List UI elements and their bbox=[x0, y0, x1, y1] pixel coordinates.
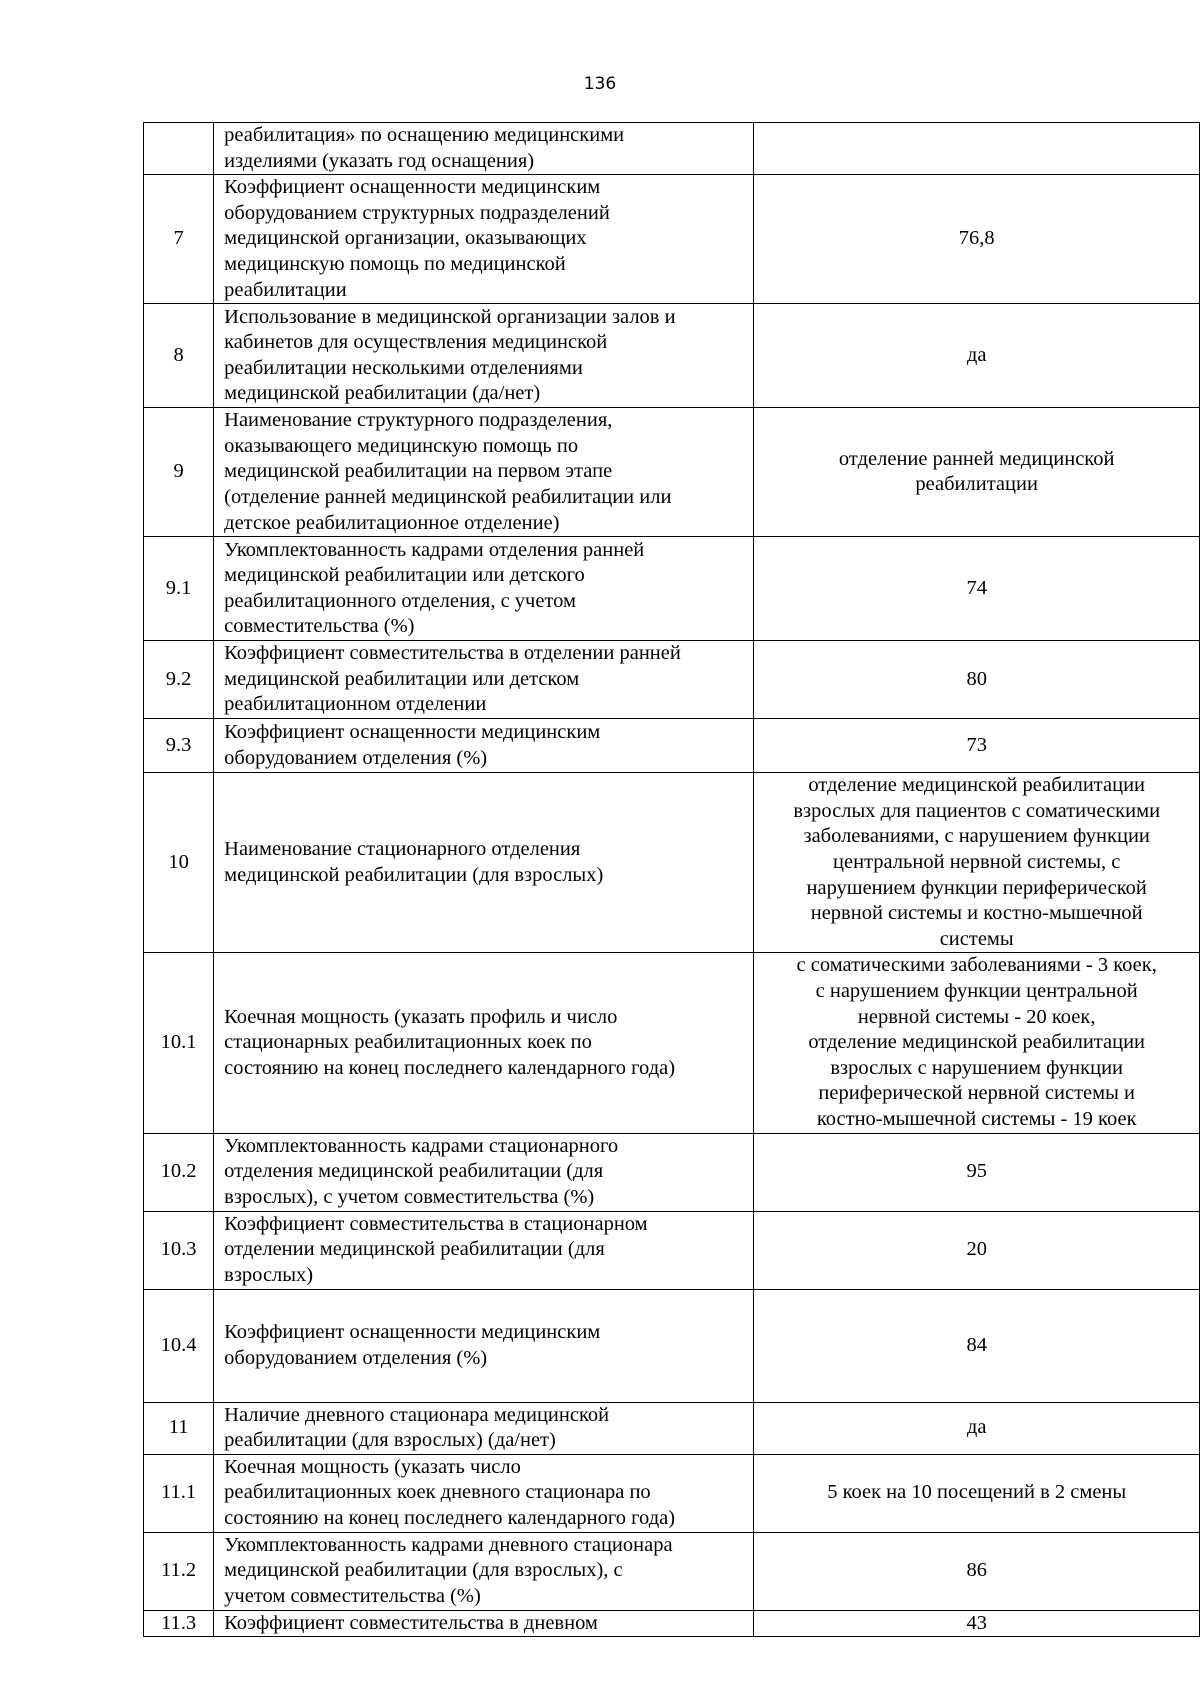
indicator-value bbox=[754, 123, 1200, 175]
value-line: отделение медицинской реабилитации bbox=[808, 774, 1146, 797]
indicator-description bbox=[214, 123, 754, 175]
indicator-value bbox=[754, 304, 1200, 408]
description-line: стационарных реабилитационных коек по bbox=[224, 1031, 592, 1054]
indicator-description bbox=[214, 1289, 754, 1402]
value-line: 80 bbox=[966, 667, 987, 690]
description-line: Коечная мощность (указать профиль и число bbox=[224, 1005, 618, 1028]
indicator-description bbox=[214, 953, 754, 1133]
indicator-value bbox=[754, 1211, 1200, 1289]
value-line: 20 bbox=[966, 1238, 987, 1261]
description-line: реабилитация» по оснащению медицинскими bbox=[224, 124, 625, 146]
description-line: Коэффициент оснащенности медицинским bbox=[224, 721, 601, 744]
indicator-description bbox=[214, 773, 754, 953]
table-row bbox=[144, 719, 1200, 773]
value-line: периферической нервной системы и bbox=[818, 1082, 1135, 1105]
description-line: медицинской реабилитации (для взрослых) bbox=[224, 863, 604, 886]
description-line: реабилитации (для взрослых) (да/нет) bbox=[224, 1429, 556, 1452]
indicator-value bbox=[754, 1289, 1200, 1402]
indicator-value bbox=[754, 719, 1200, 773]
value-line: взрослых для пациентов с соматическими bbox=[793, 799, 1161, 822]
table-row bbox=[144, 773, 1200, 953]
row-number: 8 bbox=[144, 304, 214, 408]
indicator-value bbox=[754, 1532, 1200, 1610]
value-line: с соматическими заболеваниями - 3 коек, bbox=[796, 954, 1157, 977]
value-line: отделение медицинской реабилитации bbox=[808, 1031, 1146, 1054]
description-line: состоянию на конец последнего календарного года) bbox=[224, 1506, 676, 1529]
indicator-description bbox=[214, 1610, 754, 1637]
indicator-value bbox=[754, 641, 1200, 719]
value-line: нарушением функции периферической bbox=[806, 876, 1147, 899]
description-line: реабилитационных коек дневного стационара по bbox=[224, 1481, 651, 1504]
indicator-description bbox=[214, 1211, 754, 1289]
value-line: заболеваниями, с нарушением функции bbox=[803, 825, 1150, 848]
row-number: 11.3 bbox=[144, 1610, 214, 1637]
description-line: Коэффициент совместительства в стационарном bbox=[224, 1212, 648, 1235]
value-line: да bbox=[966, 1416, 987, 1439]
table-row bbox=[144, 1454, 1200, 1532]
table-row bbox=[144, 408, 1200, 537]
indicator-description bbox=[214, 408, 754, 537]
description-line: взрослых) bbox=[224, 1263, 314, 1286]
description-line: Коэффициент оснащенности медицинским bbox=[224, 176, 601, 199]
value-line: нервной системы - 20 коек, bbox=[857, 1005, 1096, 1028]
indicator-description bbox=[214, 304, 754, 408]
value-line: отделение ранней медицинской bbox=[838, 447, 1115, 470]
indicator-description bbox=[214, 175, 754, 304]
table-row bbox=[144, 1532, 1200, 1610]
row-number: 11 bbox=[144, 1402, 214, 1454]
description-line: Использование в медицинской организации залов и bbox=[224, 305, 676, 328]
value-line: 86 bbox=[966, 1559, 987, 1582]
table-row bbox=[144, 1610, 1200, 1637]
value-line: да bbox=[966, 343, 987, 366]
page-number: 136 bbox=[583, 74, 617, 94]
description-line: медицинской реабилитации или детском bbox=[224, 667, 580, 690]
row-number: 9.1 bbox=[144, 537, 214, 641]
description-line: оборудованием отделения (%) bbox=[224, 1346, 488, 1369]
row-number bbox=[144, 123, 214, 175]
indicators-table bbox=[143, 122, 1200, 1637]
table-row bbox=[144, 175, 1200, 304]
value-line: с нарушением функции центральной bbox=[815, 979, 1138, 1002]
value-line: нервной системы и костно-мышечной bbox=[810, 902, 1143, 925]
table-row bbox=[144, 1133, 1200, 1211]
indicator-description bbox=[214, 1532, 754, 1610]
value-line: 95 bbox=[966, 1160, 987, 1183]
description-line: медицинской организации, оказывающих bbox=[224, 227, 587, 250]
description-line: медицинской реабилитации (да/нет) bbox=[224, 382, 541, 405]
description-line: Наименование структурного подразделения, bbox=[224, 409, 613, 432]
value-line: системы bbox=[939, 927, 1014, 950]
table-row bbox=[144, 123, 1200, 175]
table-row bbox=[144, 1211, 1200, 1289]
description-line: Коэффициент оснащенности медицинским bbox=[224, 1320, 601, 1343]
indicator-description bbox=[214, 537, 754, 641]
indicator-value bbox=[754, 1133, 1200, 1211]
indicator-value bbox=[754, 1454, 1200, 1532]
description-line: учетом совместительства (%) bbox=[224, 1584, 481, 1607]
indicator-description bbox=[214, 1402, 754, 1454]
description-line: (отделение ранней медицинской реабилитации или bbox=[224, 485, 672, 508]
table-row bbox=[144, 953, 1200, 1133]
indicator-value bbox=[754, 773, 1200, 953]
value-line: 43 bbox=[966, 1611, 987, 1634]
description-line: Наличие дневного стационара медицинской bbox=[224, 1403, 610, 1426]
indicator-value bbox=[754, 1402, 1200, 1454]
description-line: Укомплектованность кадрами стационарного bbox=[224, 1134, 619, 1157]
row-number: 9.3 bbox=[144, 719, 214, 773]
row-number: 9.2 bbox=[144, 641, 214, 719]
description-line: реабилитационного отделения, с учетом bbox=[224, 589, 576, 612]
description-line: состоянию на конец последнего календарного года) bbox=[224, 1056, 676, 1079]
row-number: 11.1 bbox=[144, 1454, 214, 1532]
description-line: изделиями (указать год оснащения) bbox=[224, 149, 535, 172]
description-line: совместительства (%) bbox=[224, 615, 415, 638]
description-line: оборудованием отделения (%) bbox=[224, 746, 488, 769]
row-number: 10.2 bbox=[144, 1133, 214, 1211]
indicator-description bbox=[214, 719, 754, 773]
row-number: 10 bbox=[144, 773, 214, 953]
indicator-description bbox=[214, 641, 754, 719]
description-line: реабилитации bbox=[224, 278, 347, 301]
description-line: медицинскую помощь по медицинской bbox=[224, 252, 566, 275]
indicator-description bbox=[214, 1454, 754, 1532]
description-line: Укомплектованность кадрами отделения ранней bbox=[224, 538, 645, 561]
indicator-value bbox=[754, 175, 1200, 304]
row-number: 9 bbox=[144, 408, 214, 537]
value-line: 5 коек на 10 посещений в 2 смены bbox=[827, 1481, 1127, 1504]
description-line: отделении медицинской реабилитации (для bbox=[224, 1238, 605, 1261]
row-number: 10.4 bbox=[144, 1289, 214, 1402]
table-row bbox=[144, 1289, 1200, 1402]
description-line: Коэффициент совместительства в отделении ранней bbox=[224, 642, 681, 665]
row-number: 10.1 bbox=[144, 953, 214, 1133]
table-row bbox=[144, 1402, 1200, 1454]
description-line: оборудованием структурных подразделений bbox=[224, 201, 610, 224]
description-line: реабилитации несколькими отделениями bbox=[224, 356, 583, 379]
description-line: Укомплектованность кадрами дневного стационара bbox=[224, 1533, 673, 1556]
row-number: 7 bbox=[144, 175, 214, 304]
description-line: кабинетов для осуществления медицинской bbox=[224, 331, 608, 354]
description-line: детское реабилитационное отделение) bbox=[224, 511, 560, 534]
description-line: Коэффициент совместительства в дневном bbox=[224, 1611, 598, 1634]
value-line: 76,8 bbox=[958, 227, 995, 250]
description-line: медицинской реабилитации (для взрослых), с bbox=[224, 1559, 623, 1582]
indicator-description bbox=[214, 1133, 754, 1211]
row-number: 10.3 bbox=[144, 1211, 214, 1289]
value-line: реабилитации bbox=[915, 473, 1038, 496]
description-line: медицинской реабилитации или детского bbox=[224, 564, 585, 587]
value-line: 74 bbox=[966, 576, 987, 599]
indicator-value bbox=[754, 408, 1200, 537]
table-row bbox=[144, 641, 1200, 719]
description-line: Наименование стационарного отделения bbox=[224, 838, 581, 861]
indicator-value bbox=[754, 537, 1200, 641]
description-line: взрослых), с учетом совместительства (%) bbox=[224, 1185, 595, 1208]
description-line: отделения медицинской реабилитации (для bbox=[224, 1160, 604, 1183]
value-line: 84 bbox=[966, 1333, 987, 1356]
value-line: взрослых с нарушением функции bbox=[830, 1056, 1124, 1079]
description-line: реабилитационном отделении bbox=[224, 693, 487, 716]
table-row bbox=[144, 304, 1200, 408]
description-line: Коечная мощность (указать число bbox=[224, 1455, 521, 1478]
indicator-value bbox=[754, 1610, 1200, 1637]
description-line: медицинской реабилитации на первом этапе bbox=[224, 460, 613, 483]
value-line: костно-мышечной системы - 19 коек bbox=[816, 1107, 1137, 1130]
row-number: 11.2 bbox=[144, 1532, 214, 1610]
table-row bbox=[144, 537, 1200, 641]
value-line: центральной нервной системы, с bbox=[833, 850, 1121, 873]
value-line: 73 bbox=[966, 733, 987, 756]
indicator-value bbox=[754, 953, 1200, 1133]
description-line: оказывающего медицинскую помощь по bbox=[224, 434, 579, 457]
